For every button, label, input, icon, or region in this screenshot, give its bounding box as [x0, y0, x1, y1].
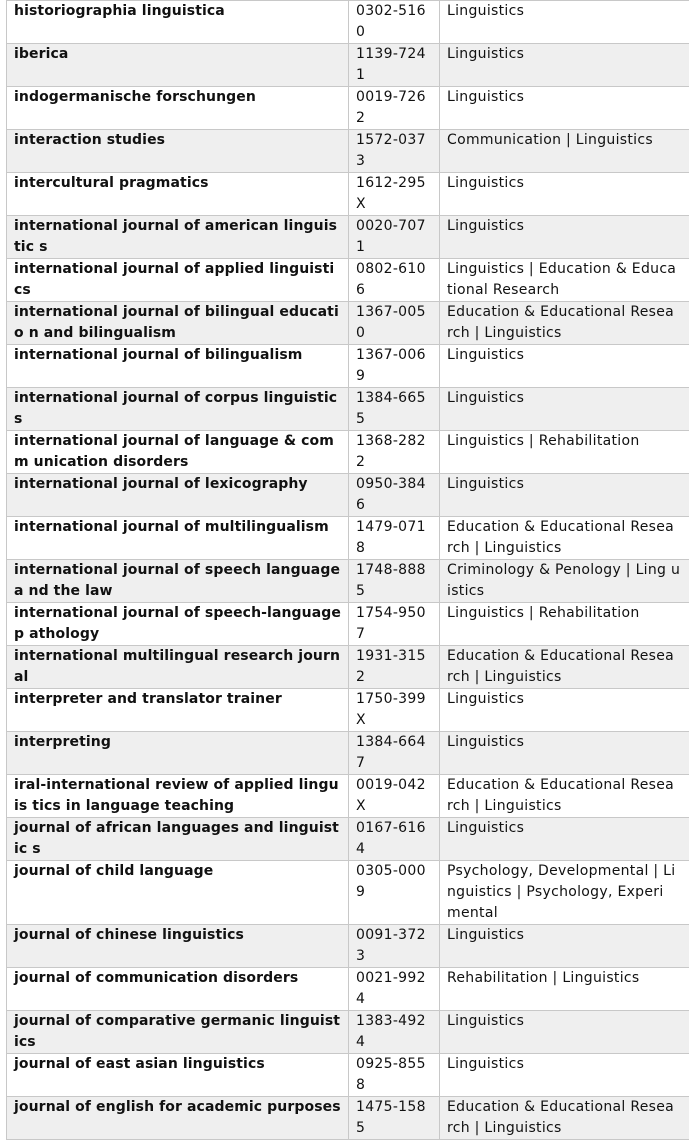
table-row [7, 818, 689, 861]
category-cell: Linguistics [440, 925, 689, 968]
issn-cell: 0167-6164 [349, 818, 440, 861]
table-row [7, 689, 689, 732]
table-row [7, 517, 689, 560]
issn-cell: 0019-042X [349, 775, 440, 818]
journal-name-cell: journal of african languages and linguistic s [7, 818, 349, 861]
category-cell: Education & Educational Resea rch | Linguistics [440, 302, 689, 345]
journal-name-cell: international journal of speech-language p athology [7, 603, 349, 646]
category-cell: Linguistics | Rehabilitation [440, 603, 689, 646]
journal-name-cell: historiographia linguistica [7, 1, 349, 44]
journal-name-cell: intercultural pragmatics [7, 173, 349, 216]
issn-cell: 0950-3846 [349, 474, 440, 517]
category-cell: Linguistics [440, 87, 689, 130]
issn-cell: 1368-2822 [349, 431, 440, 474]
category-cell: Education & Educational Resea rch | Linguistics [440, 775, 689, 818]
category-cell: Education & Educational Resea rch | Linguistics [440, 1097, 689, 1140]
table-row [7, 775, 689, 818]
table-row [7, 1054, 689, 1097]
journal-name-cell: international journal of lexicography [7, 474, 349, 517]
table-row [7, 259, 689, 302]
table-row [7, 173, 689, 216]
category-cell: Linguistics [440, 1054, 689, 1097]
table-row [7, 925, 689, 968]
issn-cell: 0925-8558 [349, 1054, 440, 1097]
category-cell: Linguistics | Education & Educa tional Research [440, 259, 689, 302]
journal-name-cell: international journal of american linguistic s [7, 216, 349, 259]
journal-name-cell: international journal of applied linguistics [7, 259, 349, 302]
journal-name-cell: international journal of bilingual educatio n and bilingualism [7, 302, 349, 345]
issn-cell: 0021-9924 [349, 968, 440, 1011]
issn-cell: 1384-6647 [349, 732, 440, 775]
category-cell: Linguistics [440, 1, 689, 44]
table-row [7, 646, 689, 689]
journal-name-cell: international journal of multilingualism [7, 517, 349, 560]
category-cell: Linguistics [440, 732, 689, 775]
issn-cell: 1475-1585 [349, 1097, 440, 1140]
category-cell: Linguistics [440, 1011, 689, 1054]
issn-cell: 1748-8885 [349, 560, 440, 603]
journal-name-cell: journal of communication disorders [7, 968, 349, 1011]
issn-cell: 1612-295X [349, 173, 440, 216]
category-cell: Psychology, Developmental | Li nguistics | Psychology, Experi mental [440, 861, 689, 925]
category-cell: Criminology & Penology | Ling uistics [440, 560, 689, 603]
category-cell: Rehabilitation | Linguistics [440, 968, 689, 1011]
journal-name-cell: interaction studies [7, 130, 349, 173]
table-row [7, 1, 689, 44]
table-row [7, 87, 689, 130]
issn-cell: 0019-7262 [349, 87, 440, 130]
journal-name-cell: journal of english for academic purposes [7, 1097, 349, 1140]
journal-name-cell: international journal of speech language a nd the law [7, 560, 349, 603]
issn-cell: 0802-6106 [349, 259, 440, 302]
issn-cell: 1750-399X [349, 689, 440, 732]
journal-name-cell: international journal of corpus linguistics [7, 388, 349, 431]
issn-cell: 1931-3152 [349, 646, 440, 689]
journal-table [6, 0, 689, 1140]
table-row [7, 560, 689, 603]
category-cell: Education & Educational Resea rch | Linguistics [440, 646, 689, 689]
category-cell: Linguistics [440, 345, 689, 388]
category-cell: Linguistics [440, 173, 689, 216]
category-cell: Linguistics [440, 216, 689, 259]
category-cell: Linguistics [440, 689, 689, 732]
issn-cell: 1479-0718 [349, 517, 440, 560]
issn-cell: 1384-6655 [349, 388, 440, 431]
issn-cell: 1367-0069 [349, 345, 440, 388]
journal-name-cell: international journal of language & comm unication disorders [7, 431, 349, 474]
journal-name-cell: international multilingual research journal [7, 646, 349, 689]
table-row [7, 732, 689, 775]
journal-table-body [7, 1, 689, 1140]
journal-name-cell: journal of comparative germanic linguistics [7, 1011, 349, 1054]
table-row [7, 345, 689, 388]
journal-name-cell: interpreting [7, 732, 349, 775]
table-row [7, 130, 689, 173]
journal-name-cell: international journal of bilingualism [7, 345, 349, 388]
category-cell: Linguistics | Rehabilitation [440, 431, 689, 474]
issn-cell: 1383-4924 [349, 1011, 440, 1054]
table-row [7, 302, 689, 345]
category-cell: Linguistics [440, 388, 689, 431]
journal-name-cell: journal of east asian linguistics [7, 1054, 349, 1097]
issn-cell: 0305-0009 [349, 861, 440, 925]
journal-name-cell: iral-international review of applied linguis tics in language teaching [7, 775, 349, 818]
table-row [7, 216, 689, 259]
journal-name-cell: indogermanische forschungen [7, 87, 349, 130]
issn-cell: 0091-3723 [349, 925, 440, 968]
table-row [7, 603, 689, 646]
issn-cell: 1572-0373 [349, 130, 440, 173]
category-cell: Linguistics [440, 818, 689, 861]
journal-name-cell: iberica [7, 44, 349, 87]
journal-name-cell: interpreter and translator trainer [7, 689, 349, 732]
issn-cell: 1139-7241 [349, 44, 440, 87]
category-cell: Linguistics [440, 44, 689, 87]
table-row [7, 968, 689, 1011]
table-row [7, 388, 689, 431]
category-cell: Linguistics [440, 474, 689, 517]
table-row [7, 1097, 689, 1140]
issn-cell: 0302-5160 [349, 1, 440, 44]
table-row [7, 44, 689, 87]
issn-cell: 0020-7071 [349, 216, 440, 259]
issn-cell: 1367-0050 [349, 302, 440, 345]
category-cell: Communication | Linguistics [440, 130, 689, 173]
issn-cell: 1754-9507 [349, 603, 440, 646]
journal-name-cell: journal of child language [7, 861, 349, 925]
journal-name-cell: journal of chinese linguistics [7, 925, 349, 968]
table-row [7, 1011, 689, 1054]
category-cell: Education & Educational Resea rch | Linguistics [440, 517, 689, 560]
table-row [7, 431, 689, 474]
table-row [7, 861, 689, 925]
table-row [7, 474, 689, 517]
